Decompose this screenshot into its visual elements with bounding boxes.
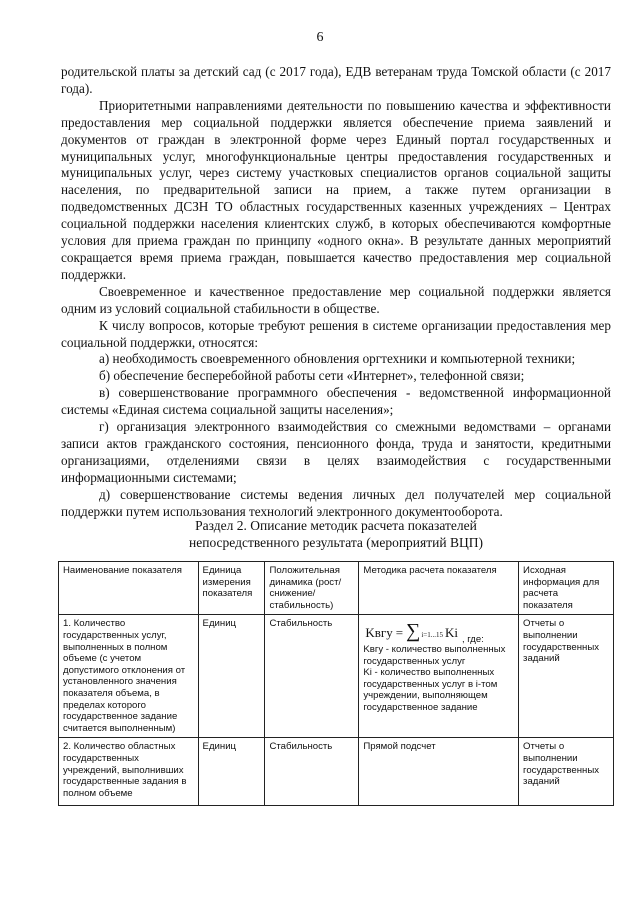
section-title [61,517,611,551]
source-cell: Отчеты о выполнении государственных заданий [519,738,614,806]
sum-symbol: ∑ [406,620,421,643]
header-cell: Положительная динамика (рост/снижение/стабильность) [265,562,359,615]
header-cell: Наименование показателя [59,562,199,615]
page-number: 6 [316,30,324,45]
list-item: г) организация электронного взаимодействия со смежными ведомствами – органами записи актов гражданского состояния, пенсионного фонда, труда и занятости, кредитными организациями, отделениями связи в целях взаимодействия с государственными информационными системами; [61,419,611,485]
paragraph: К числу вопросов, которые требуют решения в системе организации предоставления мер социальной поддержки, относятся: [61,317,611,350]
section-title-line: непосредственного результата (мероприятий ВЦП) [189,535,483,550]
source-cell: Отчеты о выполнении государственных заданий [519,615,614,738]
table-row [59,615,614,738]
indicator-name-cell: 1. Количество государственных услуг, выполненных в полном объеме (с учетом допустимого отклонения от установленного значения показателя объема, в пределах которого государственное задание считается выполненным) [59,615,199,738]
formula-description: Ki - количество выполненных государственных услуг в i-том учреждении, выполняющем государственное задание [363,667,498,713]
header-cell: Единица измерения показателя [198,562,265,615]
paragraph: Приоритетными направлениями деятельности по повышению качества и эффективности предоставления мер социальной поддержки является обеспечение приема заявлений и документов от граждан в электронной форме через Единый портал государственных и муниципальных услуг, многофункциональные центры предоставления государственных и муниципальных услуг, через систему участковых специалистов органов социальной защиты населения, по предварительной записи на прием, а также путем организации в подведомственных ДСЗН ТО областных государственных казенных учреждениях – Центрах социальной поддержки населения клиентских служб, в которых обеспечиваются комфортные условия для приема граждан по принципу «одного окна». В результате данных мероприятий сокращается время приема граждан, повышается качество предоставления мер социальной поддержки. [61,97,611,282]
formula-description: Kвгу - количество выполненных государственных услуг [363,643,506,667]
table-row [59,738,614,806]
header-cell: Исходная информация для расчета показателя [519,562,614,615]
method-cell [359,615,519,738]
dynamic-cell: Стабильность [265,738,359,806]
formula [365,620,514,646]
list-item: в) совершенствование программного обеспечения - ведомственной информационной системы «Единая система социальной защиты населения»; [61,385,611,418]
formula-term: Ki [444,625,458,641]
formula-equals: = [395,625,404,641]
table-header-row [59,562,614,615]
unit-cell: Единиц [198,738,265,806]
paragraph: родительской платы за детский сад (с 2017 года), ЕДВ ветеранам труда Томской области (с 2017 года). [61,64,611,96]
section-title-line: Раздел 2. Описание методик расчета показателей [195,518,477,533]
paragraph: Своевременное и качественное предоставление мер социальной поддержки является одним из условий социальной стабильности в обществе. [61,283,611,316]
list-item: д) совершенствование системы ведения личных дел получателей мер социальной поддержки путем использования технологий электронного документооборота. [61,486,611,519]
indicator-name-cell: 2. Количество областных государственных учреждений, выполнивших государственные задания в полном объеме [59,738,199,806]
method-cell: Прямой подсчет [359,738,519,806]
list-item: б) обеспечение бесперебойной работы сети «Интернет», телефонной связи; [99,368,525,384]
formula-where: , где: [461,634,484,646]
methods-table [58,561,614,806]
sum-index: i=1...15 [421,631,443,640]
unit-cell: Единиц [198,615,265,738]
header-cell: Методика расчета показателя [359,562,519,615]
body-text [61,64,611,520]
formula-lhs: Kвгу [365,625,393,641]
list-item: а) необходимость своевременного обновления оргтехники и компьютерной техники; [99,351,576,367]
dynamic-cell: Стабильность [265,615,359,738]
